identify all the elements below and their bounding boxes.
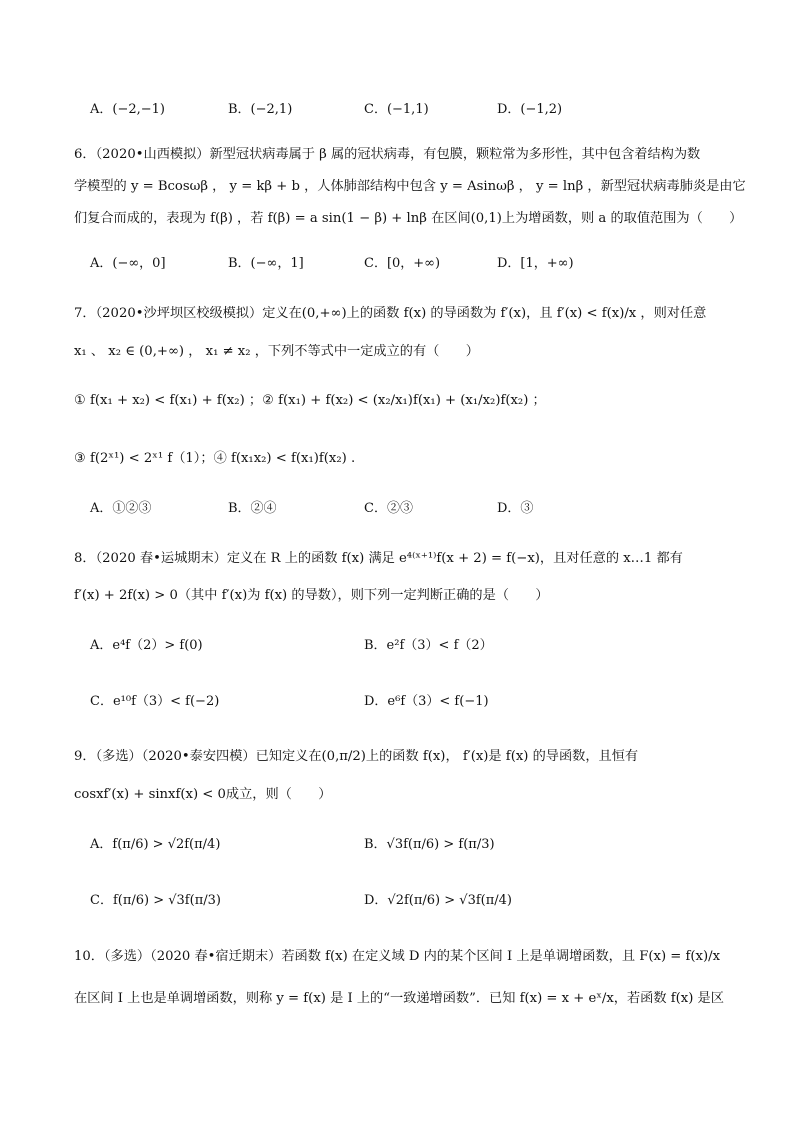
q9-option-a: A．f(π/6) > √2f(π/4) [90,837,221,852]
q8-option-a: A．e⁴f（2）> f(0) [90,638,203,653]
q8-option-c: C．e¹⁰f（3）< f(−2) [90,694,220,709]
q7-statement-line-2: ③ f(2ˣ¹) < 2ˣ¹ f（1）；④ f(x₁x₂) < f(x₁)f(x₂) . [74,451,356,466]
q10-stem-line-1: 10．（多选）（2020 春•宿迁期末）若函数 f(x) 在定义域 D 内的某个区间 I 上是单调增函数，且 F(x) = f(x)/x [74,949,721,964]
q7-option-b: B．②④ [228,501,277,516]
q5-option-a: A．(−2,−1) [90,102,165,117]
q8-option-b: B．e²f（3）< f（2） [364,638,493,653]
q10-stem-line-2: 在区间 I 上也是单调增函数，则称 y = f(x) 是 I 上的“一致递增函数”．已知 f(x) = x + eˣ/x，若函数 f(x) 是区 [74,991,724,1006]
q5-option-c: C．(−1,1) [364,102,429,117]
q8-stem-line-2: f′(x) + 2f(x) > 0（其中 f′(x)为 f(x) 的导数），则下列一定判断正确的是（ ） [74,588,549,603]
q9-option-d: D．√2f(π/6) > √3f(π/4) [364,893,512,908]
q5-option-d: D．(−1,2) [497,102,563,117]
q5-option-b: B．(−2,1) [228,102,293,117]
q7-stem-line-2: x₁ 、 x₂ ∈ (0,+∞) ， x₁ ≠ x₂ ，下列不等式中一定成立的有（ ） [74,344,479,359]
q9-option-b: B．√3f(π/6) > f(π/3) [364,837,495,852]
q6-stem-line-3: 们复合而成的，表现为 f(β) ，若 f(β) = a sin(1 − β) + lnβ 在区间(0,1)上为增函数，则 a 的取值范围为（ ） [74,211,743,226]
q8-stem-line-1: 8．（2020 春•运城期末）定义在 R 上的函数 f(x) 满足 e⁴⁽ˣ⁺¹⁾f(x + 2) = f(−x)，且对任意的 x…1 都有 [74,551,683,566]
q7-stem-line-1: 7．（2020•沙坪坝区校级模拟）定义在(0,+∞)上的函数 f(x) 的导函数为 f′(x)，且 f′(x) < f(x)/x ，则对任意 [74,306,707,321]
q6-option-c: C．[0，+∞) [364,256,441,271]
q6-option-a: A．(−∞，0] [90,256,166,271]
q7-option-a: A．①②③ [90,501,152,516]
q8-option-d: D．e⁶f（3）< f(−1) [364,694,489,709]
q9-stem-line-2: cosxf′(x) + sinxf(x) < 0成立，则（ ） [74,787,332,802]
q9-option-c: C．f(π/6) > √3f(π/3) [90,893,221,908]
q9-stem-line-1: 9．（多选）（2020•泰安四模）已知定义在(0,π/2)上的函数 f(x)， f′(x)是 f(x) 的导函数，且恒有 [74,749,639,764]
q6-stem-line-1: 6．（2020•山西模拟）新型冠状病毒属于 β 属的冠状病毒，有包膜，颗粒常为多形性，其中包含着结构为数 [74,147,701,162]
q6-option-d: D．[1，+∞) [497,256,574,271]
q7-option-d: D．③ [497,501,534,516]
q6-option-b: B．(−∞，1] [228,256,304,271]
q6-stem-line-2: 学模型的 y = Bcosωβ ， y = kβ + b ，人体肺部结构中包含 y = Asinωβ ， y = lnβ ，新型冠状病毒肺炎是由它 [74,179,746,194]
q7-option-c: C．②③ [364,501,413,516]
q7-statement-line-1: ① f(x₁ + x₂) < f(x₁) + f(x₂) ；② f(x₁) + f(x₂) < (x₂/x₁)f(x₁) + (x₁/x₂)f(x₂) ； [74,393,546,408]
